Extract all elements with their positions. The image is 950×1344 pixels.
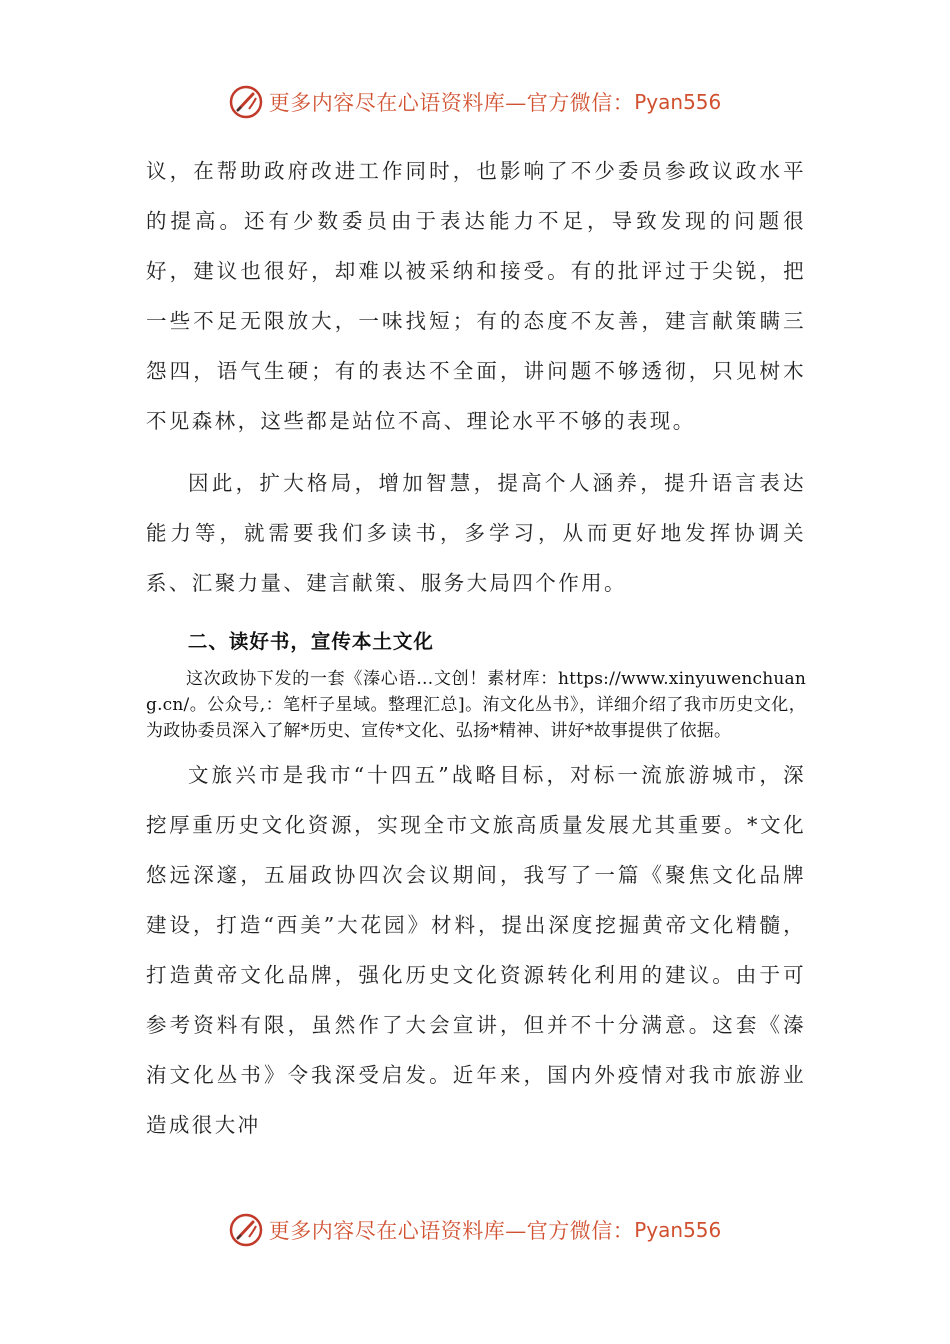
paragraph-3: 这次政协下发的一套《溱心语…文创！素材库：https://www.xinyuwenchuang.cn/。公众号,：笔杆子星域。整理汇总]。洧文化丛书》，详细介绍了我市历史文化，为政协委员深入了解*历史、宣传*文化、弘扬*精神、讲好*故事提供了依据。 [146,669,806,741]
pen-logo-icon [229,1213,263,1247]
paragraph-1: 议，在帮助政府改进工作同时，也影响了不少委员参政议政水平的提高。还有少数委员由于表达能力不足，导致发现的问题很好，建议也很好，却难以被采纳和接受。有的批评过于尖锐，把一些不足无限放大，一味找短；有的态度不友善，建言献策瞒三怨四，语气生硬；有的表达不全面，讲问题不够透彻，只见树木不见森林，这些都是站位不高、理论水平不够的表现。 [146,159,806,433]
footer-banner [0,1210,950,1250]
header-banner-handle: Pyan556 [634,90,722,114]
paragraph-4: 文旅兴市是我市“十四五”战略目标，对标一流旅游城市，深挖厚重历史文化资源，实现全市文旅高质量发展尤其重要。*文化悠远深邃，五届政协四次会议期间，我写了一篇《聚焦文化品牌建设，打造“西美”大花园》材料，提出深度挖掘黄帝文化精髓，打造黄帝文化品牌，强化历史文化资源转化利用的建议。由于可参考资料有限，虽然作了大会宣讲，但并不十分满意。这套《溱洧文化丛书》令我深受启发。近年来，国内外疫情对我市旅游业造成很大冲 [146,763,806,1137]
footer-banner-handle: Pyan556 [634,1218,722,1242]
section-heading: 二、读好书，宣传本土文化 [187,630,434,653]
footer-banner-text: 更多内容尽在心语资料库—官方微信： [268,1219,635,1243]
paragraph-2: 因此，扩大格局，增加智慧，提高个人涵养，提升语言表达能力等，就需要我们多读书，多学习，从而更好地发挥协调关系、汇聚力量、建言献策、服务大局四个作用。 [146,471,806,595]
document-body [146,146,806,1150]
header-banner-text: 更多内容尽在心语资料库—官方微信： [268,91,635,115]
header-banner [0,82,950,122]
pen-logo-icon [229,85,263,119]
